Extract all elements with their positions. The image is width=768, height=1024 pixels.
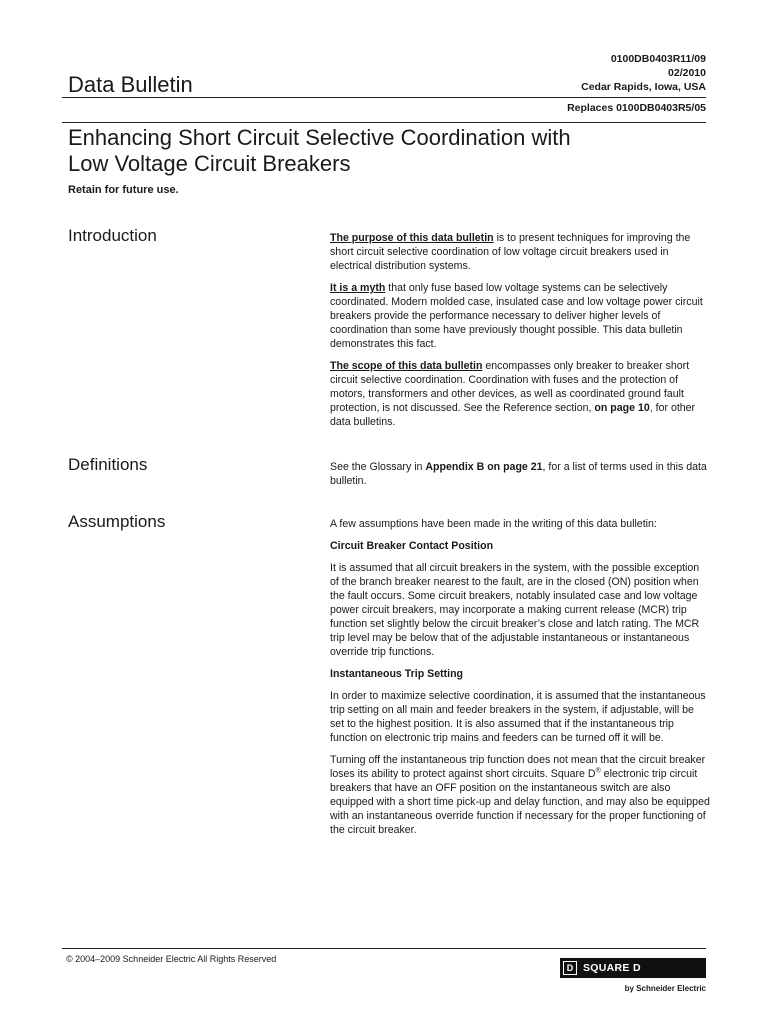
document-meta [446,52,706,115]
header-divider-bottom [62,122,706,123]
title-line-2: Low Voltage Circuit Breakers [68,151,351,176]
paragraph: It is assumed that all circuit breakers in the system, with the possible exception of the branch breaker nearest to the fault, are in the closed (ON) position when the fault occurs. Some circuit breakers, notably insulated case and low voltage power circuit breakers, may incorporate a making current release (MCR) trip function set slightly below the circuit breaker’s close and latch rating. The MCR trip level may be below that of the adjustable instantaneous or instantaneous override trip functions. [330,562,700,658]
footer-divider [62,948,706,949]
subheading-contact-position: Circuit Breaker Contact Position [330,540,494,552]
bulletin-label: Data Bulletin [68,72,193,97]
paragraph: In order to maximize selective coordination, it is assumed that the instantaneous trip setting on all main and feeder breakers in the system, if adjustable, will be set to the highest position. It is also assumed that if the instantaneous trip function on electronic trip mains and feeders can be turned off it will be. [330,690,706,744]
header-divider-top [62,97,706,98]
paragraph-text: , for other data bulletins. [330,402,696,428]
section-heading-introduction: Introduction [68,226,157,245]
doc-number: 0100DB0403R11/09 [610,53,706,65]
lead-phrase: The purpose of this data bulletin [330,232,494,244]
paragraph [330,281,710,351]
square-d-logo [560,958,706,978]
paragraph-text: is to present techniques for improving the short circuit selective coordination of low voltage circuit breakers used in electrical distribution systems. [330,232,691,272]
title-line-1: Enhancing Short Circuit Selective Coordination with [68,125,571,150]
logo-subtitle: by Schneider Electric [624,984,706,993]
paragraph [330,231,710,273]
section-heading-assumptions: Assumptions [68,512,166,531]
introduction-body [330,231,710,437]
paragraph [330,460,710,488]
logo-text: SQUARE D [583,962,641,974]
paragraph [330,359,710,429]
copyright-notice: © 2004–2009 Schneider Electric All Rights Reserved [66,954,277,964]
doc-date: 02/2010 [668,67,706,79]
retain-note: Retain for future use. [68,184,179,196]
paragraph-text: that only fuse based low voltage systems can be selectively coordinated. Modern molded case, insulated case and low voltage power circuit breakers provide the performance necessary to deliver higher levels of coordination than some have previously thought possible. This data bulletin demonstrates this fact. [330,282,703,350]
paragraph-text: See the Glossary in [330,461,426,473]
paragraph: A few assumptions have been made in the writing of this data bulletin: [330,518,657,530]
definitions-body [330,460,710,496]
paragraph-text: electronic trip circuit breakers that have an OFF position on the instantaneous switch are also equipped with a short time pick-up and delay function, and may also be equipped with an instantaneous override function if necessary for the proper functioning of the circuit breaker. [330,768,710,836]
paragraph-text: , for a list of terms used in this data bulletin. [330,461,707,487]
section-heading-definitions: Definitions [68,455,148,474]
subheading-instantaneous-trip: Instantaneous Trip Setting [330,668,464,680]
doc-location: Cedar Rapids, Iowa, USA [581,81,706,93]
registered-mark: ® [595,767,601,775]
appendix-reference-link[interactable]: Appendix B on page 21 [425,461,543,473]
paragraph [330,753,710,837]
lead-phrase: It is a myth [330,282,386,294]
replaces-note: Replaces 0100DB0403R5/05 [567,102,706,114]
page-title [68,125,708,177]
paragraph-text: encompasses only breaker to breaker short circuit selective coordination. Coordination with fuses and the protection of motors, transformers and other devices, as well as coordinated ground fault protection, is not discussed. See the Reference section, [330,360,690,414]
assumptions-body [330,517,710,845]
lead-phrase: The scope of this data bulletin [330,360,483,372]
paragraph-text: Turning off the instantaneous trip function does not mean that the circuit breaker loses its ability to protect against short circuits. Square D [330,754,706,780]
page-reference-link[interactable]: on page 10 [594,402,650,414]
logo-mark-icon: D [563,961,577,975]
